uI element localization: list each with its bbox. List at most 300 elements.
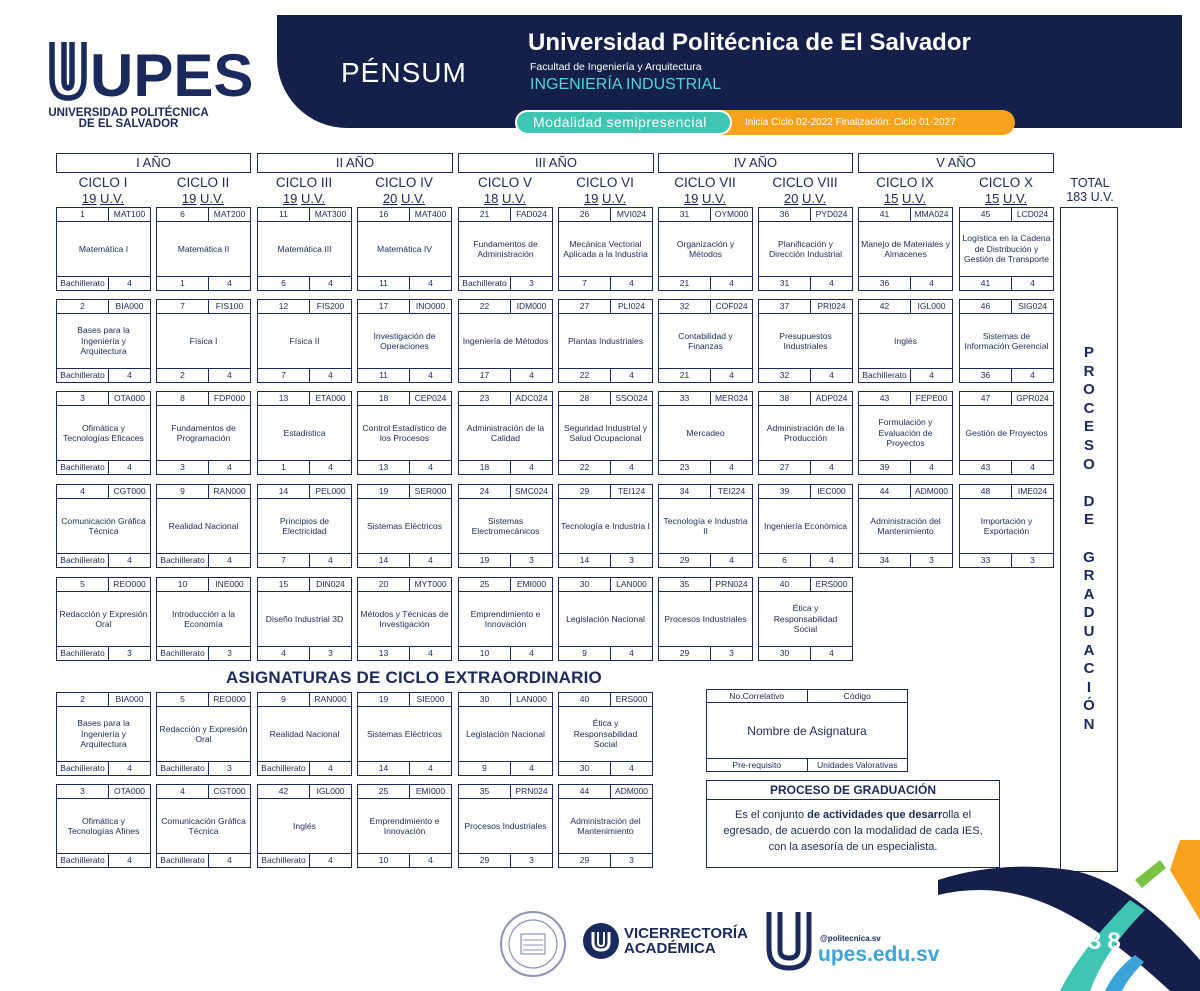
- course-card[interactable]: [257, 692, 352, 776]
- course-card[interactable]: [858, 207, 953, 291]
- course-code: OTA000: [113, 786, 146, 796]
- course-name: Plantas Industriales: [568, 335, 643, 346]
- course-card[interactable]: [156, 299, 251, 383]
- course-prerequisite: 10: [358, 854, 410, 867]
- course-number: 16: [358, 208, 410, 221]
- course-units: 3: [127, 648, 132, 658]
- course-prerequisite: 7: [559, 277, 611, 290]
- course-units: 4: [227, 555, 232, 565]
- course-number: 40: [759, 578, 811, 591]
- course-card[interactable]: [658, 391, 753, 475]
- graduation-column-label: P R O C E S O D E G R A D U A C I Ó N: [1083, 344, 1095, 733]
- course-prerequisite: 21: [659, 277, 711, 290]
- course-prerequisite: 22: [559, 461, 611, 474]
- course-number: 20: [358, 578, 410, 591]
- course-number: 5: [57, 578, 109, 591]
- year-header: IV AÑO: [658, 153, 853, 173]
- cycle-units: 20 U.V.: [382, 191, 426, 206]
- course-units: 4: [829, 278, 834, 288]
- cycle-units: 20 U.V.: [783, 191, 827, 206]
- cycle-name: CICLO VI: [576, 175, 634, 190]
- course-prerequisite: Bachillerato: [157, 854, 209, 867]
- course-units: 4: [1030, 370, 1035, 380]
- course-number: 29: [559, 485, 611, 498]
- course-code: PEL000: [315, 486, 346, 496]
- course-code: PRN024: [515, 786, 548, 796]
- course-units: 4: [629, 462, 634, 472]
- course-name: Fundamentos de Programación: [171, 422, 236, 443]
- course-units: 4: [328, 370, 333, 380]
- course-prerequisite: 31: [759, 277, 811, 290]
- course-card[interactable]: [959, 484, 1054, 568]
- course-number: 44: [859, 485, 911, 498]
- course-code: ADP024: [815, 393, 848, 403]
- course-units: 4: [729, 278, 734, 288]
- course-prerequisite: Bachillerato: [57, 647, 109, 660]
- cycle-name: CICLO VIII: [772, 175, 838, 190]
- upes-logo-icon: [46, 38, 254, 109]
- course-units: 4: [328, 855, 333, 865]
- course-card[interactable]: [56, 207, 151, 291]
- course-units: 4: [328, 555, 333, 565]
- course-prerequisite: 29: [459, 854, 511, 867]
- course-code: OTA000: [113, 393, 146, 403]
- course-units: 4: [529, 370, 534, 380]
- course-card[interactable]: [558, 484, 653, 568]
- course-code: MVI024: [616, 209, 647, 219]
- course-card[interactable]: [56, 299, 151, 383]
- course-card[interactable]: [758, 299, 853, 383]
- course-card[interactable]: [959, 299, 1054, 383]
- course-number: 28: [559, 392, 611, 405]
- cycle-units: 19 U.V.: [282, 191, 326, 206]
- course-code: INE000: [215, 579, 244, 589]
- course-card[interactable]: [56, 692, 151, 776]
- course-units: 3: [227, 763, 232, 773]
- course-prerequisite: 29: [659, 554, 711, 567]
- course-number: 5: [157, 693, 209, 706]
- graduation-process-title: PROCESO DE GRADUACIÓN: [707, 781, 999, 800]
- course-prerequisite: 13: [358, 647, 410, 660]
- logo-subtitle: UNIVERSIDAD POLITÉCNICA DE EL SALVADOR: [48, 107, 209, 130]
- course-prerequisite: 34: [859, 554, 911, 567]
- legend-subject: Nombre de Asignatura: [747, 723, 867, 738]
- course-code: TEI124: [617, 486, 646, 496]
- course-card[interactable]: [357, 577, 452, 661]
- course-code: ADM000: [614, 786, 649, 796]
- year-header: I AÑO: [56, 153, 251, 173]
- course-name: Introducción a la Economía: [171, 608, 236, 629]
- course-card[interactable]: [257, 577, 352, 661]
- course-prerequisite: 9: [459, 762, 511, 775]
- course-code: REO000: [113, 579, 146, 589]
- course-prerequisite: 39: [859, 461, 911, 474]
- course-code: IGL000: [316, 786, 345, 796]
- course-prerequisite: 33: [960, 554, 1012, 567]
- vicerrectoria-label: VICERRECTORÍA ACADÉMICA: [624, 925, 748, 957]
- year-header: III AÑO: [458, 153, 654, 173]
- course-prerequisite: Bachillerato: [258, 854, 310, 867]
- course-units: 4: [127, 370, 132, 380]
- legend-correlative: No.Correlativo: [707, 690, 808, 702]
- course-card[interactable]: [858, 484, 953, 568]
- course-prerequisite: 27: [759, 461, 811, 474]
- course-name: Logística en la Cadena de Distribución y Gestión de Transporte: [962, 233, 1051, 265]
- cycle-units: 19 U.V.: [181, 191, 225, 206]
- course-card[interactable]: [156, 484, 251, 568]
- course-code: EMI000: [516, 579, 547, 589]
- course-code: MER024: [714, 393, 749, 403]
- course-name: Administración de la Producción: [766, 422, 845, 443]
- course-code: CGT000: [113, 486, 146, 496]
- course-code: RAN000: [314, 694, 347, 704]
- course-code: SIE000: [416, 694, 445, 704]
- course-prerequisite: 1: [258, 461, 310, 474]
- course-number: 30: [459, 693, 511, 706]
- course-units: 4: [127, 462, 132, 472]
- cycle-name: CICLO I: [78, 175, 128, 190]
- course-card[interactable]: [858, 299, 953, 383]
- course-name: Inglés: [894, 335, 917, 346]
- course-card[interactable]: [658, 577, 753, 661]
- course-name: Mercadeo: [686, 427, 725, 438]
- course-card[interactable]: [458, 299, 553, 383]
- course-prerequisite: 13: [358, 461, 410, 474]
- svg-text:UPES: UPES: [90, 42, 254, 109]
- course-number: 6: [157, 208, 209, 221]
- course-units: 4: [629, 278, 634, 288]
- course-card[interactable]: [156, 391, 251, 475]
- course-prerequisite: Bachillerato: [157, 647, 209, 660]
- cycle-name: CICLO V: [477, 175, 532, 190]
- course-prerequisite: Bachillerato: [157, 762, 209, 775]
- course-name: Manejo de Materiales y Almacenes: [861, 238, 950, 259]
- course-number: 33: [659, 392, 711, 405]
- course-units: 4: [729, 462, 734, 472]
- course-code: FIS200: [316, 301, 345, 311]
- course-code: PRI024: [817, 301, 846, 311]
- course-prerequisite: 22: [559, 369, 611, 382]
- course-number: 10: [157, 578, 209, 591]
- course-name: Sistemas Eléctricos: [367, 520, 442, 531]
- course-prerequisite: 14: [358, 762, 410, 775]
- course-card[interactable]: [758, 577, 853, 661]
- course-units: 4: [328, 278, 333, 288]
- course-card[interactable]: [357, 207, 452, 291]
- course-card[interactable]: [156, 784, 251, 868]
- course-units: 4: [1030, 278, 1035, 288]
- course-code: REO000: [213, 694, 246, 704]
- course-name: Ingeniería de Métodos: [462, 335, 549, 346]
- course-code: CEP024: [414, 393, 447, 403]
- course-name: Bases para la Ingeniería y Arquitectura: [77, 325, 130, 357]
- course-name: Comunicación Gráfica Técnica: [61, 515, 146, 536]
- course-prerequisite: Bachillerato: [859, 369, 911, 382]
- course-name: Ofimática y Tecnologías Afines: [67, 815, 140, 836]
- course-card[interactable]: [658, 299, 753, 383]
- course-card[interactable]: [257, 299, 352, 383]
- course-prerequisite: 10: [459, 647, 511, 660]
- vicerrectoria-logo-icon: [582, 922, 620, 960]
- course-name: Procesos Industriales: [464, 820, 547, 831]
- course-code: ETA000: [315, 393, 346, 403]
- course-card[interactable]: [56, 391, 151, 475]
- course-units: 4: [829, 648, 834, 658]
- course-name: Redacción y Expresión Oral: [59, 608, 148, 629]
- course-prerequisite: 17: [459, 369, 511, 382]
- course-number: 4: [57, 485, 109, 498]
- website-link[interactable]: upes.edu.sv: [818, 943, 940, 966]
- course-name: Presupuestos Industriales: [779, 330, 832, 351]
- course-number: 46: [960, 300, 1012, 313]
- course-units: 4: [829, 462, 834, 472]
- course-name: Administración de la Calidad: [466, 422, 545, 443]
- course-code: RAN000: [213, 486, 246, 496]
- course-number: 8: [157, 392, 209, 405]
- course-units: 4: [929, 278, 934, 288]
- program-dates: Inicia Ciclo 02-2022 Finalización: Ciclo 01-2027: [745, 117, 956, 128]
- course-prerequisite: 6: [759, 554, 811, 567]
- course-code: LAN000: [516, 694, 547, 704]
- course-number: 32: [659, 300, 711, 313]
- course-name: Legislación Nacional: [566, 613, 645, 624]
- course-card[interactable]: [558, 577, 653, 661]
- course-name: Bases para la Ingeniería y Arquitectura: [77, 718, 130, 750]
- course-card[interactable]: [56, 784, 151, 868]
- course-code: MAT300: [314, 209, 347, 219]
- social-handle: @politecnica.sv: [820, 934, 881, 943]
- course-units: 3: [529, 555, 534, 565]
- course-prerequisite: Bachillerato: [57, 369, 109, 382]
- course-prerequisite: Bachillerato: [57, 277, 109, 290]
- course-units: 4: [227, 855, 232, 865]
- course-code: MYT000: [414, 579, 447, 589]
- course-name: Realidad Nacional: [168, 520, 239, 531]
- course-units: 3: [629, 855, 634, 865]
- modality-label: Modalidad semipresencial: [515, 110, 732, 135]
- course-code: PYD024: [815, 209, 848, 219]
- course-number: 11: [258, 208, 310, 221]
- course-code: IDM000: [516, 301, 547, 311]
- course-card[interactable]: [458, 577, 553, 661]
- course-code: ERS000: [815, 579, 848, 589]
- course-code: LAN000: [616, 579, 647, 589]
- course-units: 3: [1030, 555, 1035, 565]
- course-card[interactable]: [758, 391, 853, 475]
- course-card[interactable]: [357, 484, 452, 568]
- course-card[interactable]: [658, 207, 753, 291]
- course-card[interactable]: [357, 784, 452, 868]
- course-card[interactable]: [257, 391, 352, 475]
- course-prerequisite: 1: [157, 277, 209, 290]
- course-number: 18: [358, 392, 410, 405]
- course-card[interactable]: [558, 299, 653, 383]
- cycle-units: 19 U.V.: [583, 191, 627, 206]
- course-card[interactable]: [558, 784, 653, 868]
- course-card[interactable]: [959, 391, 1054, 475]
- course-units: 3: [328, 648, 333, 658]
- course-code: PRN024: [715, 579, 748, 589]
- course-number: 7: [157, 300, 209, 313]
- course-units: 4: [127, 855, 132, 865]
- course-prerequisite: Bachillerato: [258, 762, 310, 775]
- cycle-name: CICLO III: [275, 175, 333, 190]
- course-name: Matemática I: [78, 243, 129, 254]
- course-card[interactable]: [758, 207, 853, 291]
- course-card[interactable]: [758, 484, 853, 568]
- course-number: 19: [358, 693, 410, 706]
- course-name: Mecánica Vectorial Aplicada a la Industria: [563, 238, 648, 259]
- graduation-process-text: Es el conjunto de actividades que desarrolla el egresado, de acuerdo con la modalidad de cada IES, con la asesoría de un especialista.: [723, 809, 983, 853]
- course-prerequisite: 4: [258, 647, 310, 660]
- course-units: 4: [428, 855, 433, 865]
- course-number: 30: [559, 578, 611, 591]
- course-prerequisite: 41: [960, 277, 1012, 290]
- course-card[interactable]: [56, 484, 151, 568]
- course-name: Procesos Industriales: [664, 613, 747, 624]
- course-name: Formulación y Evaluación de Proyectos: [878, 417, 933, 449]
- course-code: GPR024: [1016, 393, 1049, 403]
- course-prerequisite: Bachillerato: [57, 762, 109, 775]
- course-card[interactable]: [458, 692, 553, 776]
- course-number: 24: [459, 485, 511, 498]
- course-prerequisite: 7: [258, 369, 310, 382]
- course-name: Principios de Electricidad: [279, 515, 330, 536]
- course-card[interactable]: [56, 577, 151, 661]
- course-prerequisite: 11: [358, 369, 410, 382]
- course-prerequisite: 9: [559, 647, 611, 660]
- course-card[interactable]: [357, 692, 452, 776]
- course-card[interactable]: [458, 207, 553, 291]
- course-name: Inglés: [293, 820, 316, 831]
- course-prerequisite: 29: [659, 647, 711, 660]
- course-name: Emprendimiento e Innovación: [470, 608, 541, 629]
- course-number: 42: [258, 785, 310, 798]
- extraordinary-title: ASIGNATURAS DE CICLO EXTRAORDINARIO: [226, 668, 602, 687]
- course-card[interactable]: [257, 207, 352, 291]
- course-code: COF024: [715, 301, 748, 311]
- decorative-swoosh: [930, 840, 1200, 991]
- course-card[interactable]: [357, 391, 452, 475]
- course-card[interactable]: [156, 577, 251, 661]
- course-prerequisite: Bachillerato: [459, 277, 511, 290]
- course-units: 4: [629, 763, 634, 773]
- course-name: Fundamentos de Administración: [473, 238, 538, 259]
- course-number: 15: [258, 578, 310, 591]
- course-units: 4: [829, 555, 834, 565]
- course-prerequisite: 21: [659, 369, 711, 382]
- cycle-units: 19 U.V.: [683, 191, 727, 206]
- course-code: PLI024: [618, 301, 645, 311]
- course-card[interactable]: [357, 299, 452, 383]
- course-number: 35: [659, 578, 711, 591]
- course-code: IEC000: [817, 486, 846, 496]
- course-number: 21: [459, 208, 511, 221]
- course-units: 4: [328, 462, 333, 472]
- course-code: MMA024: [914, 209, 949, 219]
- course-card[interactable]: [257, 784, 352, 868]
- course-card[interactable]: [257, 484, 352, 568]
- course-units: 4: [428, 370, 433, 380]
- course-prerequisite: 36: [859, 277, 911, 290]
- course-prerequisite: 18: [459, 461, 511, 474]
- course-number: 23: [459, 392, 511, 405]
- course-card[interactable]: [558, 207, 653, 291]
- course-units: 4: [127, 278, 132, 288]
- course-card[interactable]: [959, 207, 1054, 291]
- course-number: 14: [258, 485, 310, 498]
- course-number: 19: [358, 485, 410, 498]
- official-seal-icon: [499, 910, 567, 978]
- course-number: 34: [659, 485, 711, 498]
- course-code: BIA000: [115, 301, 144, 311]
- course-card[interactable]: [558, 692, 653, 776]
- course-card[interactable]: [658, 484, 753, 568]
- course-number: 3: [57, 392, 109, 405]
- course-code: LCD024: [1016, 209, 1049, 219]
- course-units: 4: [428, 462, 433, 472]
- course-code: SSO024: [615, 393, 648, 403]
- course-card[interactable]: [458, 784, 553, 868]
- course-name: Emprendimiento e Innovación: [369, 815, 440, 836]
- course-units: 4: [929, 370, 934, 380]
- course-name: Matemática III: [277, 243, 332, 254]
- course-code: SMC024: [514, 486, 549, 496]
- upes-mark-icon: [764, 910, 814, 972]
- course-number: 25: [358, 785, 410, 798]
- course-units: 4: [529, 763, 534, 773]
- course-units: 4: [227, 278, 232, 288]
- course-prerequisite: 43: [960, 461, 1012, 474]
- course-card[interactable]: [558, 391, 653, 475]
- course-name: Seguridad Industrial y Salud Ocupacional: [563, 422, 648, 443]
- document-label: PÉNSUM: [341, 57, 467, 88]
- course-card[interactable]: [858, 391, 953, 475]
- total-uv: TOTAL 183 U.V.: [1066, 176, 1114, 204]
- course-units: 4: [629, 370, 634, 380]
- course-name: Redacción y Expresión Oral: [159, 723, 248, 744]
- program-name: INGENIERÍA INDUSTRIAL: [530, 76, 722, 93]
- course-units: 4: [629, 648, 634, 658]
- course-prerequisite: Bachillerato: [57, 554, 109, 567]
- course-units: 4: [428, 648, 433, 658]
- course-prerequisite: 6: [258, 277, 310, 290]
- course-units: 4: [127, 555, 132, 565]
- course-card[interactable]: [458, 391, 553, 475]
- course-prerequisite: Bachillerato: [57, 461, 109, 474]
- course-code: DIN024: [316, 579, 345, 589]
- course-units: 4: [529, 462, 534, 472]
- course-number: 41: [859, 208, 911, 221]
- course-units: 4: [1030, 462, 1035, 472]
- course-name: Importación y Exportación: [980, 515, 1033, 536]
- course-units: 4: [428, 555, 433, 565]
- course-prerequisite: 30: [759, 647, 811, 660]
- course-code: IGL000: [917, 301, 946, 311]
- course-number: 2: [57, 300, 109, 313]
- course-prerequisite: 14: [559, 554, 611, 567]
- course-units: 3: [227, 648, 232, 658]
- course-number: 37: [759, 300, 811, 313]
- cycle-units: 15 U.V.: [883, 191, 927, 206]
- course-card[interactable]: [458, 484, 553, 568]
- course-card[interactable]: [156, 207, 251, 291]
- course-code: FIS100: [215, 301, 244, 311]
- course-name: Investigación de Operaciones: [373, 330, 436, 351]
- university-title: Universidad Politécnica de El Salvador: [528, 29, 971, 56]
- course-card[interactable]: [156, 692, 251, 776]
- course-number: 39: [759, 485, 811, 498]
